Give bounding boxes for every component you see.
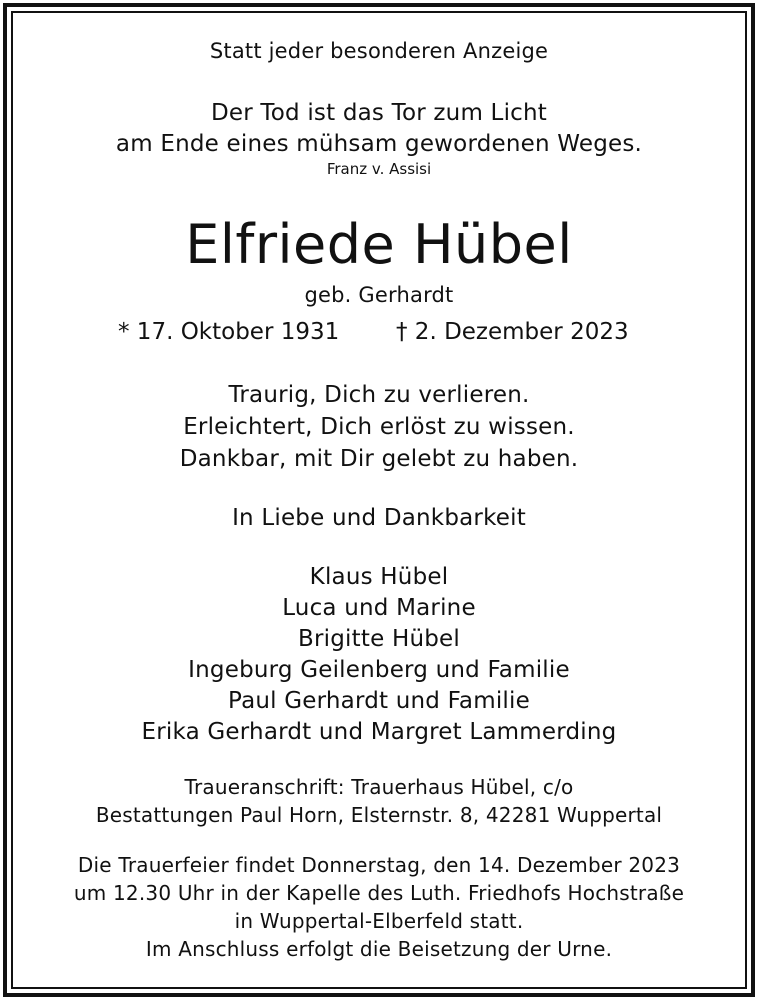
deceased-name: Elfriede Hübel — [185, 213, 573, 276]
verse-line-1: Traurig, Dich zu verlieren. — [228, 382, 530, 408]
verse-line-2: Erleichtert, Dich erlöst zu wissen. — [183, 414, 575, 440]
address-line-2: Bestattungen Paul Horn, Elsternstr. 8, 42281 Wuppertal — [95, 803, 663, 827]
ceremony-line-3: in Wuppertal-Elberfeld statt. — [234, 909, 524, 933]
ceremony-line-1: Die Trauerfeier findet Donnerstag, den 14. Dezember 2023 — [77, 853, 681, 877]
quote-line-1: Der Tod ist das Tor zum Licht — [210, 100, 548, 126]
mourner-name: Brigitte Hübel — [298, 626, 460, 652]
birth-date: * 17. Oktober 1931 — [118, 319, 340, 345]
notice-heading: Statt jeder besonderen Anzeige — [209, 39, 549, 63]
mourner-name: Erika Gerhardt und Margret Lammerding — [141, 719, 617, 745]
ceremony-line-4: Im Anschluss erfolgt die Beisetzung der Urne. — [145, 937, 613, 961]
mourner-name: Paul Gerhardt und Familie — [228, 688, 530, 714]
death-date: † 2. Dezember 2023 — [396, 319, 629, 345]
maiden-name: geb. Gerhardt — [304, 283, 454, 307]
quote-author: Franz v. Assisi — [326, 160, 432, 178]
address-line-1: Traueranschrift: Trauerhaus Hübel, c/o — [184, 775, 574, 799]
mourner-name: Klaus Hübel — [309, 564, 449, 590]
mourner-name: Ingeburg Geilenberg und Familie — [188, 657, 570, 683]
closing-line: In Liebe und Dankbarkeit — [232, 505, 526, 531]
verse-line-3: Dankbar, mit Dir gelebt zu haben. — [179, 446, 579, 472]
mourner-name: Luca und Marine — [282, 595, 476, 621]
quote-line-2: am Ende eines mühsam gewordenen Weges. — [115, 131, 643, 157]
ceremony-line-2: um 12.30 Uhr in der Kapelle des Luth. Friedhofs Hochstraße — [73, 881, 685, 905]
inner-border — [11, 11, 747, 989]
